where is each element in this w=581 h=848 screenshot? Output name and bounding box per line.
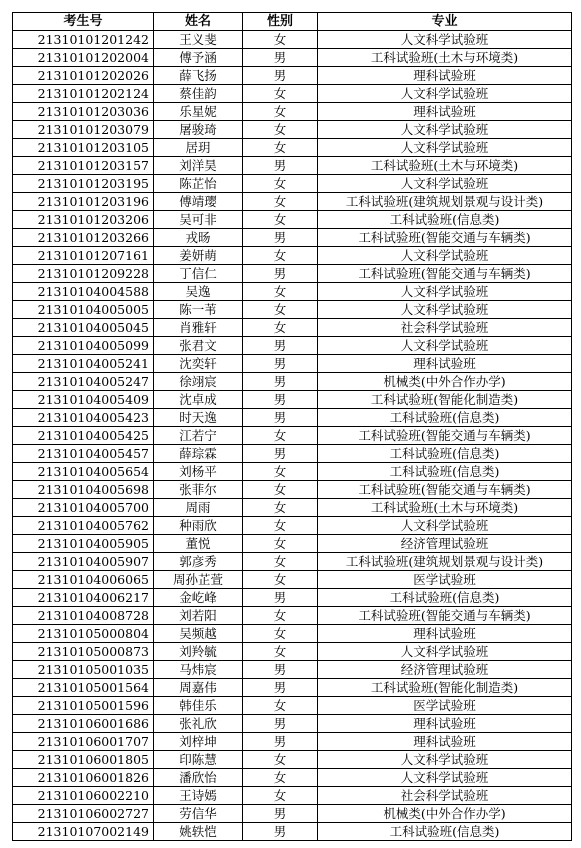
table-row	[13, 157, 572, 175]
table-row	[13, 679, 572, 697]
gender-cell: 女	[243, 31, 318, 49]
table-row	[13, 67, 572, 85]
gender-cell: 女	[243, 103, 318, 121]
gender-cell: 女	[243, 175, 318, 193]
gender-cell: 男	[243, 409, 318, 427]
table-row	[13, 319, 572, 337]
table-row	[13, 751, 572, 769]
exam-id-cell: 21310106001686	[13, 715, 154, 733]
exam-id-cell: 21310104005654	[13, 463, 154, 481]
table-row	[13, 427, 572, 445]
table-row	[13, 589, 572, 607]
major-cell: 工科试验班(建筑规划景观与设计类)	[318, 193, 572, 211]
gender-cell: 男	[243, 265, 318, 283]
major-cell: 工科试验班(信息类)	[318, 823, 572, 841]
major-cell: 人文科学试验班	[318, 247, 572, 265]
table-row	[13, 247, 572, 265]
name-cell: 江若宁	[154, 427, 243, 445]
gender-cell: 男	[243, 157, 318, 175]
table-row	[13, 121, 572, 139]
gender-cell: 女	[243, 283, 318, 301]
exam-id-cell: 21310101203195	[13, 175, 154, 193]
table-row	[13, 283, 572, 301]
name-cell: 郭彦秀	[154, 553, 243, 571]
exam-id-cell: 21310106001805	[13, 751, 154, 769]
major-cell: 人文科学试验班	[318, 85, 572, 103]
exam-id-cell: 21310101203079	[13, 121, 154, 139]
exam-id-cell: 21310104005905	[13, 535, 154, 553]
name-cell: 董悦	[154, 535, 243, 553]
major-cell: 工科试验班(土木与环境类)	[318, 499, 572, 517]
name-cell: 陈芷怡	[154, 175, 243, 193]
gender-cell: 男	[243, 229, 318, 247]
exam-id-cell: 21310104005005	[13, 301, 154, 319]
major-cell: 人文科学试验班	[318, 139, 572, 157]
exam-id-cell: 21310105000873	[13, 643, 154, 661]
table-row	[13, 175, 572, 193]
table-row	[13, 463, 572, 481]
gender-cell: 男	[243, 823, 318, 841]
gender-cell: 男	[243, 337, 318, 355]
table-row	[13, 139, 572, 157]
name-cell: 屠骏琦	[154, 121, 243, 139]
header-exam-id: 考生号	[13, 13, 154, 31]
exam-id-cell: 21310104005045	[13, 319, 154, 337]
major-cell: 人文科学试验班	[318, 769, 572, 787]
gender-cell: 男	[243, 589, 318, 607]
table-row	[13, 805, 572, 823]
exam-id-cell: 21310101203206	[13, 211, 154, 229]
table-row	[13, 697, 572, 715]
major-cell: 机械类(中外合作办学)	[318, 373, 572, 391]
gender-cell: 女	[243, 787, 318, 805]
table-row	[13, 103, 572, 121]
name-cell: 肖雅轩	[154, 319, 243, 337]
name-cell: 傅予涵	[154, 49, 243, 67]
major-cell: 工科试验班(智能交通与车辆类)	[318, 427, 572, 445]
major-cell: 人文科学试验班	[318, 517, 572, 535]
major-cell: 工科试验班(智能化制造类)	[318, 391, 572, 409]
table-row	[13, 571, 572, 589]
major-cell: 理科试验班	[318, 355, 572, 373]
major-cell: 人文科学试验班	[318, 175, 572, 193]
exam-id-cell: 21310104005700	[13, 499, 154, 517]
name-cell: 印陈慧	[154, 751, 243, 769]
major-cell: 理科试验班	[318, 715, 572, 733]
gender-cell: 女	[243, 499, 318, 517]
table-row	[13, 661, 572, 679]
name-cell: 陈一苇	[154, 301, 243, 319]
header-row	[13, 13, 572, 31]
table-row	[13, 31, 572, 49]
gender-cell: 男	[243, 715, 318, 733]
exam-id-cell: 21310106001826	[13, 769, 154, 787]
major-cell: 工科试验班(智能交通与车辆类)	[318, 265, 572, 283]
exam-id-cell: 21310101203266	[13, 229, 154, 247]
exam-id-cell: 21310104005425	[13, 427, 154, 445]
exam-id-cell: 21310104005409	[13, 391, 154, 409]
name-cell: 金屹峰	[154, 589, 243, 607]
exam-id-cell: 21310101203196	[13, 193, 154, 211]
exam-id-cell: 21310104006065	[13, 571, 154, 589]
major-cell: 人文科学试验班	[318, 751, 572, 769]
exam-id-cell: 21310104004588	[13, 283, 154, 301]
major-cell: 工科试验班(智能交通与车辆类)	[318, 229, 572, 247]
name-cell: 刘梓坤	[154, 733, 243, 751]
major-cell: 经济管理试验班	[318, 661, 572, 679]
gender-cell: 女	[243, 301, 318, 319]
name-cell: 王诗嫣	[154, 787, 243, 805]
table-row	[13, 229, 572, 247]
exam-id-cell: 21310104006217	[13, 589, 154, 607]
name-cell: 丁信仁	[154, 265, 243, 283]
exam-id-cell: 21310104005241	[13, 355, 154, 373]
exam-id-cell: 21310101203157	[13, 157, 154, 175]
gender-cell: 女	[243, 643, 318, 661]
header-major: 专业	[318, 13, 572, 31]
name-cell: 沈奕轩	[154, 355, 243, 373]
exam-id-cell: 21310104005099	[13, 337, 154, 355]
header-name: 姓名	[154, 13, 243, 31]
major-cell: 医学试验班	[318, 571, 572, 589]
gender-cell: 女	[243, 121, 318, 139]
gender-cell: 男	[243, 679, 318, 697]
admission-list-table	[12, 12, 572, 841]
name-cell: 薛琮霖	[154, 445, 243, 463]
gender-cell: 女	[243, 85, 318, 103]
major-cell: 人文科学试验班	[318, 301, 572, 319]
name-cell: 王义斐	[154, 31, 243, 49]
table-row	[13, 553, 572, 571]
major-cell: 机械类(中外合作办学)	[318, 805, 572, 823]
table-row	[13, 733, 572, 751]
table-row	[13, 643, 572, 661]
major-cell: 理科试验班	[318, 733, 572, 751]
major-cell: 社会科学试验班	[318, 319, 572, 337]
gender-cell: 女	[243, 769, 318, 787]
exam-id-cell: 21310104005423	[13, 409, 154, 427]
name-cell: 姚轶恺	[154, 823, 243, 841]
name-cell: 刘若阳	[154, 607, 243, 625]
name-cell: 吴逸	[154, 283, 243, 301]
gender-cell: 女	[243, 211, 318, 229]
major-cell: 人文科学试验班	[318, 643, 572, 661]
major-cell: 工科试验班(信息类)	[318, 409, 572, 427]
major-cell: 经济管理试验班	[318, 535, 572, 553]
table-row	[13, 337, 572, 355]
exam-id-cell: 21310105001596	[13, 697, 154, 715]
header-gender: 性别	[243, 13, 318, 31]
major-cell: 工科试验班(智能交通与车辆类)	[318, 481, 572, 499]
name-cell: 刘羚毓	[154, 643, 243, 661]
table-row	[13, 373, 572, 391]
gender-cell: 女	[243, 481, 318, 499]
major-cell: 工科试验班(建筑规划景观与设计类)	[318, 553, 572, 571]
table-row	[13, 625, 572, 643]
table-row	[13, 445, 572, 463]
table-row	[13, 301, 572, 319]
gender-cell: 女	[243, 517, 318, 535]
gender-cell: 男	[243, 373, 318, 391]
table-row	[13, 211, 572, 229]
gender-cell: 男	[243, 805, 318, 823]
major-cell: 工科试验班(智能交通与车辆类)	[318, 607, 572, 625]
gender-cell: 女	[243, 607, 318, 625]
gender-cell: 男	[243, 445, 318, 463]
table-row	[13, 607, 572, 625]
major-cell: 理科试验班	[318, 67, 572, 85]
gender-cell: 女	[243, 193, 318, 211]
major-cell: 工科试验班(信息类)	[318, 589, 572, 607]
name-cell: 居玥	[154, 139, 243, 157]
exam-id-cell: 21310104005762	[13, 517, 154, 535]
exam-id-cell: 21310101207161	[13, 247, 154, 265]
gender-cell: 男	[243, 661, 318, 679]
exam-id-cell: 21310104005907	[13, 553, 154, 571]
exam-id-cell: 21310107002149	[13, 823, 154, 841]
name-cell: 吴可非	[154, 211, 243, 229]
gender-cell: 女	[243, 427, 318, 445]
exam-id-cell: 21310104005457	[13, 445, 154, 463]
table-row	[13, 715, 572, 733]
name-cell: 张菲尔	[154, 481, 243, 499]
table-row	[13, 265, 572, 283]
exam-id-cell: 21310104008728	[13, 607, 154, 625]
exam-id-cell: 21310101201242	[13, 31, 154, 49]
gender-cell: 女	[243, 139, 318, 157]
gender-cell: 女	[243, 625, 318, 643]
major-cell: 工科试验班(信息类)	[318, 445, 572, 463]
name-cell: 蔡佳韵	[154, 85, 243, 103]
exam-id-cell: 21310106001707	[13, 733, 154, 751]
name-cell: 周孙芷萱	[154, 571, 243, 589]
exam-id-cell: 21310105001035	[13, 661, 154, 679]
exam-id-cell: 21310101202026	[13, 67, 154, 85]
major-cell: 社会科学试验班	[318, 787, 572, 805]
name-cell: 周嘉伟	[154, 679, 243, 697]
exam-id-cell: 21310105000804	[13, 625, 154, 643]
gender-cell: 男	[243, 391, 318, 409]
name-cell: 沈卓成	[154, 391, 243, 409]
gender-cell: 男	[243, 733, 318, 751]
name-cell: 劳信华	[154, 805, 243, 823]
gender-cell: 女	[243, 553, 318, 571]
exam-id-cell: 21310101203036	[13, 103, 154, 121]
table-row	[13, 535, 572, 553]
name-cell: 刘杨平	[154, 463, 243, 481]
gender-cell: 女	[243, 319, 318, 337]
exam-id-cell: 21310101202124	[13, 85, 154, 103]
name-cell: 潘欣怡	[154, 769, 243, 787]
table-row	[13, 787, 572, 805]
exam-id-cell: 21310101202004	[13, 49, 154, 67]
table-row	[13, 391, 572, 409]
table-row	[13, 823, 572, 841]
table-row	[13, 481, 572, 499]
exam-id-cell: 21310104005698	[13, 481, 154, 499]
major-cell: 工科试验班(信息类)	[318, 463, 572, 481]
name-cell: 马炜宸	[154, 661, 243, 679]
gender-cell: 女	[243, 697, 318, 715]
name-cell: 韩佳乐	[154, 697, 243, 715]
name-cell: 时天逸	[154, 409, 243, 427]
major-cell: 人文科学试验班	[318, 31, 572, 49]
gender-cell: 男	[243, 355, 318, 373]
major-cell: 工科试验班(智能化制造类)	[318, 679, 572, 697]
name-cell: 戎旸	[154, 229, 243, 247]
gender-cell: 男	[243, 49, 318, 67]
table-row	[13, 355, 572, 373]
major-cell: 理科试验班	[318, 625, 572, 643]
table-row	[13, 85, 572, 103]
major-cell: 医学试验班	[318, 697, 572, 715]
gender-cell: 男	[243, 67, 318, 85]
table-row	[13, 769, 572, 787]
major-cell: 工科试验班(信息类)	[318, 211, 572, 229]
gender-cell: 女	[243, 751, 318, 769]
exam-id-cell: 21310106002210	[13, 787, 154, 805]
exam-id-cell: 21310105001564	[13, 679, 154, 697]
table-row	[13, 517, 572, 535]
table-row	[13, 499, 572, 517]
major-cell: 工科试验班(土木与环境类)	[318, 157, 572, 175]
exam-id-cell: 21310101203105	[13, 139, 154, 157]
name-cell: 徐翊宸	[154, 373, 243, 391]
table-row	[13, 409, 572, 427]
table-row	[13, 49, 572, 67]
name-cell: 乐星妮	[154, 103, 243, 121]
exam-id-cell: 21310104005247	[13, 373, 154, 391]
name-cell: 薛飞扬	[154, 67, 243, 85]
name-cell: 张礼欣	[154, 715, 243, 733]
name-cell: 吴频越	[154, 625, 243, 643]
name-cell: 刘洋昊	[154, 157, 243, 175]
name-cell: 周雨	[154, 499, 243, 517]
name-cell: 傅靖璎	[154, 193, 243, 211]
exam-id-cell: 21310101209228	[13, 265, 154, 283]
major-cell: 人文科学试验班	[318, 283, 572, 301]
gender-cell: 女	[243, 463, 318, 481]
gender-cell: 女	[243, 571, 318, 589]
gender-cell: 女	[243, 535, 318, 553]
table-row	[13, 193, 572, 211]
major-cell: 工科试验班(土木与环境类)	[318, 49, 572, 67]
major-cell: 人文科学试验班	[318, 337, 572, 355]
major-cell: 人文科学试验班	[318, 121, 572, 139]
exam-id-cell: 21310106002727	[13, 805, 154, 823]
name-cell: 张君文	[154, 337, 243, 355]
name-cell: 种雨欣	[154, 517, 243, 535]
name-cell: 姜妍萌	[154, 247, 243, 265]
gender-cell: 女	[243, 247, 318, 265]
major-cell: 理科试验班	[318, 103, 572, 121]
